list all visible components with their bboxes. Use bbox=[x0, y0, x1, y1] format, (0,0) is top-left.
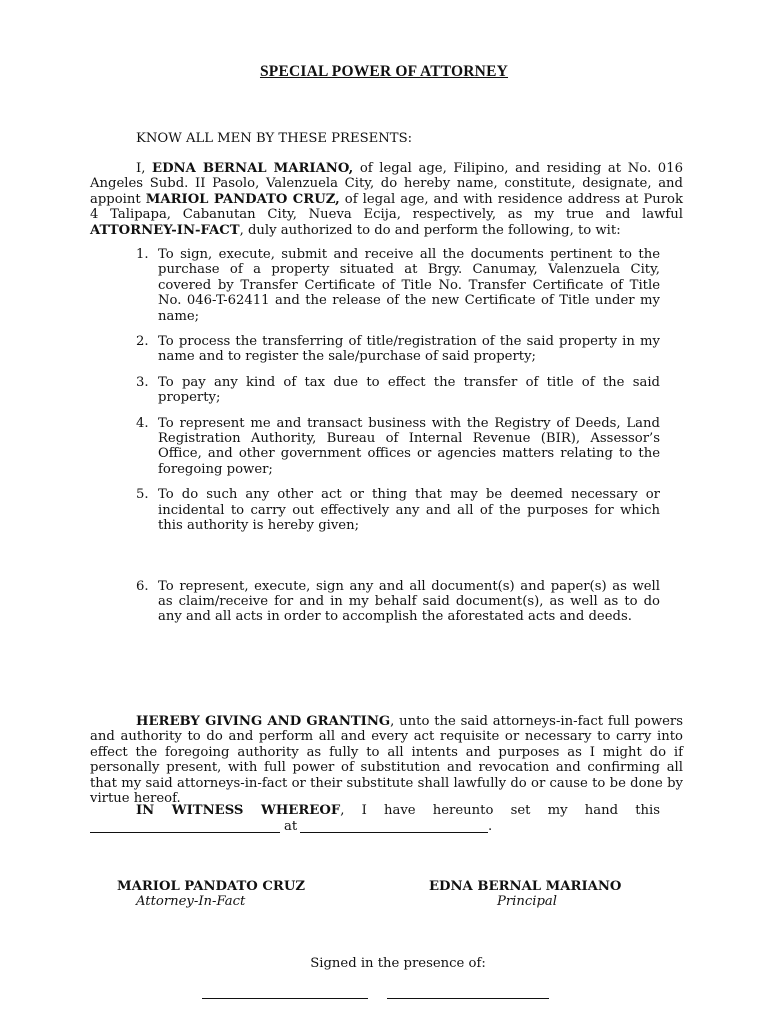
item-text: To process the transferring of title/registration of the said property in my name and to register the sale/purchase of said property; bbox=[158, 334, 660, 365]
power-item bbox=[136, 416, 660, 478]
item-text: To pay any kind of tax due to effect the transfer of title of the said property; bbox=[158, 374, 660, 406]
power-item bbox=[136, 579, 660, 625]
opening-line: KNOW ALL MEN BY THESE PRESENTS: bbox=[136, 131, 413, 146]
witness-signature-line-2[interactable] bbox=[387, 998, 549, 999]
witness-signature-line-1[interactable] bbox=[202, 998, 368, 999]
granting-paragraph bbox=[90, 714, 683, 806]
attorney-term: ATTORNEY-IN-FACT bbox=[90, 222, 240, 238]
granting-lead: HEREBY GIVING AND GRANTING bbox=[136, 714, 391, 729]
item-text: To sign, execute, submit and receive all the documents pertinent to the purchase of a property situated at Brgy. Canumay, Valenzuela City, covered by Transfer Certificate of Title No. Transfer Certificate of Title No. 046-T-62411 and the release of the new Certificate of Title under my name; bbox=[158, 247, 660, 324]
witness-at-label: at bbox=[284, 819, 298, 834]
place-blank-line[interactable] bbox=[300, 832, 488, 833]
item-number: 6. bbox=[136, 578, 149, 594]
item-number: 3. bbox=[136, 374, 149, 390]
item-number: 5. bbox=[136, 487, 149, 503]
power-item bbox=[136, 375, 660, 406]
intro-text-1: I, bbox=[136, 161, 153, 176]
powers-list bbox=[136, 247, 660, 625]
principal-signatory-role: Principal bbox=[497, 894, 558, 909]
attorney-name: MARIOL PANDATO CRUZ, bbox=[145, 191, 340, 207]
granting-text: , unto the said attorneys-in-fact full powers and authority to do and perform all and every act requisite or necessary to carry into effect the foregoing authority as fully to all intents and purposes as I might do if personally present, with full power of substitution and revocation and confirming all that my said attorneys-in-fact or their substitute shall lawfully do or cause to be done by virtue hereof. bbox=[90, 714, 683, 807]
item-number: 1. bbox=[136, 247, 149, 262]
witness-text: , I have hereunto set my hand this bbox=[340, 803, 660, 818]
principal-name: EDNA BERNAL MARIANO, bbox=[152, 161, 354, 176]
witness-line bbox=[136, 803, 660, 818]
witness-lead: IN WITNESS WHEREOF bbox=[136, 803, 341, 818]
item-number: 4. bbox=[136, 415, 149, 431]
power-item bbox=[136, 487, 660, 533]
attorney-signatory-role: Attorney-In-Fact bbox=[136, 894, 246, 909]
item-text: To do such any other act or thing that may be deemed necessary or incidental to carry out effectively any and all of the purposes for which this authority is hereby given; bbox=[158, 487, 660, 534]
attorney-signatory-name: MARIOL PANDATO CRUZ bbox=[117, 879, 305, 894]
document-title: SPECIAL POWER OF ATTORNEY bbox=[259, 63, 509, 80]
item-number: 2. bbox=[136, 334, 149, 350]
intro-paragraph bbox=[90, 161, 683, 238]
intro-text-3: of legal age, and with residence address at Purok 4 Talipapa, Cabanutan City, Nueva Ecija, respectively, as my true and lawful bbox=[90, 191, 683, 223]
intro-text-2: of legal age, Filipino, and residing at No. 016 Angeles Subd. II Pasolo, Valenzuela City, do hereby name, constitute, designate, and appoint bbox=[90, 161, 683, 207]
intro-text-4: , duly authorized to do and perform the following, to wit: bbox=[239, 222, 621, 238]
item-text: To represent, execute, sign any and all document(s) and paper(s) as well as claim/receive for and in my behalf said document(s), as well as to do any and all acts in order to accomplish the aforestated acts and deeds. bbox=[158, 578, 660, 625]
presence-caption: Signed in the presence of: bbox=[310, 956, 486, 971]
power-item bbox=[136, 334, 660, 365]
principal-signatory-name: EDNA BERNAL MARIANO bbox=[429, 879, 622, 894]
witness-end: . bbox=[488, 819, 493, 834]
item-text: To represent me and transact business with the Registry of Deeds, Land Registration Authority, Bureau of Internal Revenue (BIR), Assessor’s Office, and other government offices or agencies matters relating to the foregoing power; bbox=[158, 415, 660, 477]
power-item bbox=[136, 247, 660, 324]
date-blank-line[interactable] bbox=[90, 832, 280, 833]
